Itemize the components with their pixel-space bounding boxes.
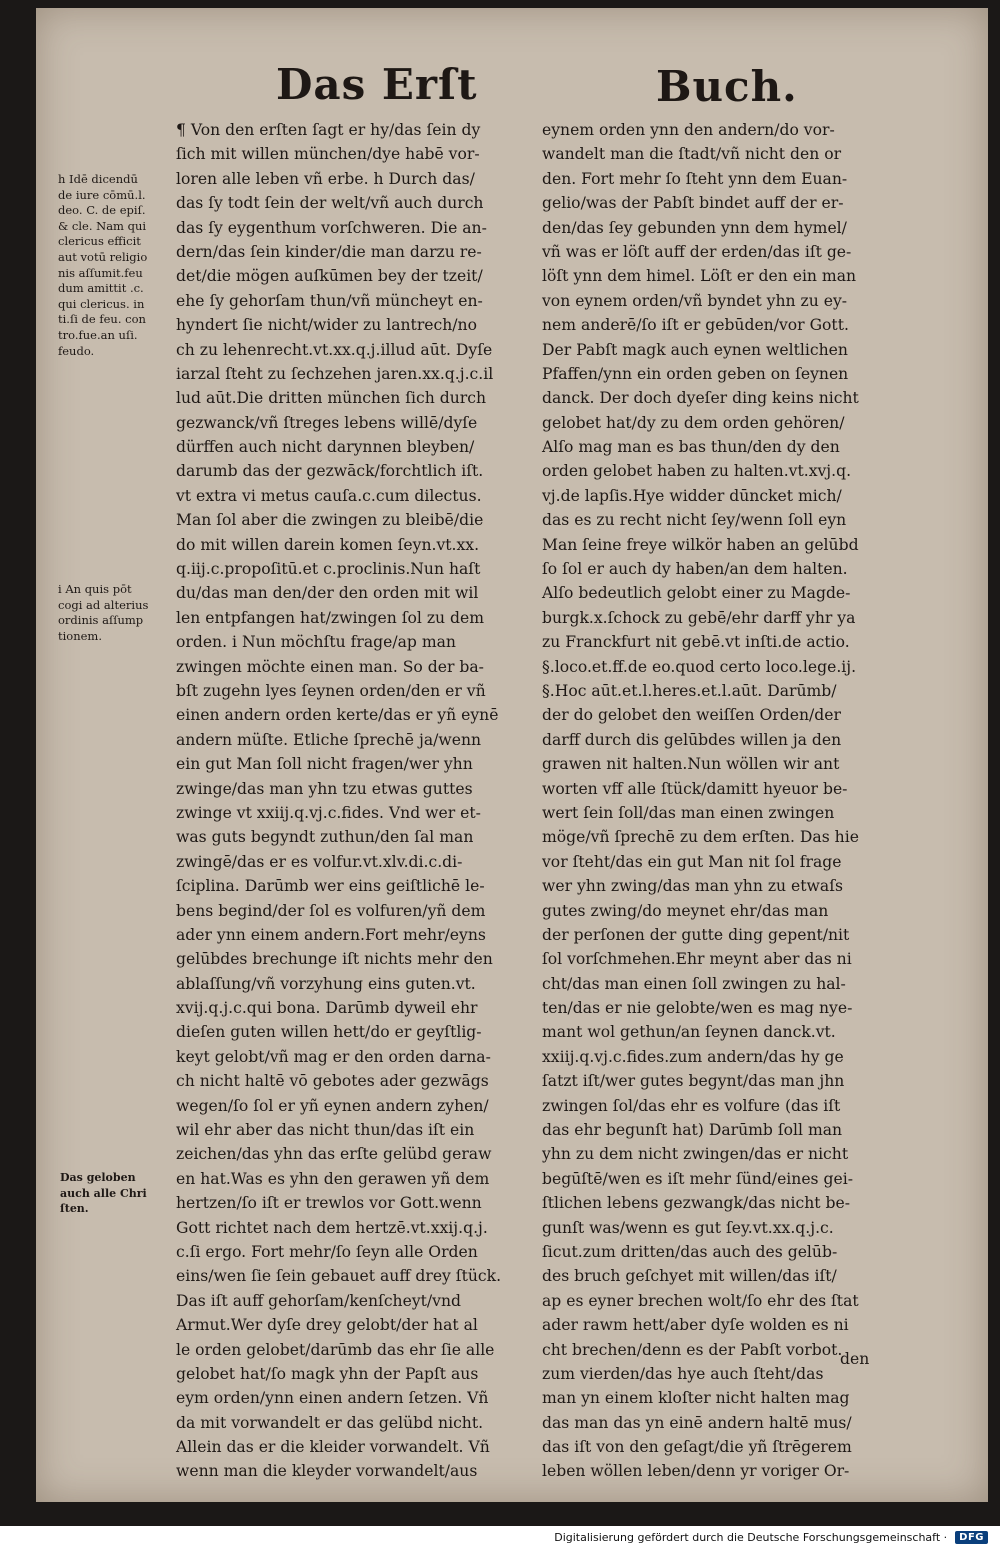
text-line: darumb das der gezwāck/forchtlich iſt. xyxy=(176,462,484,481)
text-line: einen andern orden kerte/das er yñ eynē xyxy=(176,706,499,725)
margin-note-line: de iure cōmū.l. xyxy=(58,187,146,202)
footer-bar xyxy=(0,1526,1000,1549)
text-line: mant wol gethun/an ſeynen danck.vt. xyxy=(542,1023,836,1042)
text-line: man yn einem kloſter nicht halten mag xyxy=(542,1389,850,1408)
margin-note-line: ſten. xyxy=(60,1202,89,1216)
text-line: Der Pabſt magk auch eynen weltlichen xyxy=(542,340,848,359)
text-line: des bruch geſchyet mit willen/das iſt/ xyxy=(542,1267,837,1286)
text-line: wer yhn zwing/das man yhn zu etwaſs xyxy=(542,877,843,896)
text-line: hertzen/ſo iſt er trewlos vor Gott.wenn xyxy=(176,1194,482,1213)
text-line: len entpfangen hat/zwingen ſol zu dem xyxy=(176,608,485,627)
margin-note-line: auch alle Chri xyxy=(60,1186,147,1200)
text-line: eynem orden ynn den andern/do vor- xyxy=(542,121,835,139)
text-line: ch zu lehenrecht.vt.xx.q.j.illud aūt. Dyſe xyxy=(176,340,493,359)
text-line: burgk.x.ſchock zu gebē/ehr darff yhr ya xyxy=(542,608,856,627)
margin-note-line: tionem. xyxy=(58,628,102,643)
margin-note-1 xyxy=(58,172,147,359)
text-line: ſol vorſchmehen.Ehr meynt aber das ni xyxy=(542,950,852,969)
text-line: eym orden/ynn einen andern ſetzen. Vñ xyxy=(176,1389,489,1408)
text-line: vj.de lapſis.Hye widder dūncket mich/ xyxy=(542,486,842,505)
text-line: wil ehr aber das nicht thun/das iſt ein xyxy=(176,1121,475,1140)
text-line: ſciplina. Darūmb wer eins geiſtlichē le- xyxy=(176,877,485,896)
text-line: wenn man die kleyder vorwandelt/aus xyxy=(176,1462,478,1481)
text-line: das man das yn einē andern haltē mus/ xyxy=(542,1413,852,1432)
text-line: leben wöllen leben/denn yr voriger Or- xyxy=(542,1462,850,1481)
text-line: den/das ſey gebunden ynn dem hymel/ xyxy=(542,218,847,237)
margin-note-line: deo. C. de epiſ. xyxy=(58,203,146,218)
text-line: gelio/was der Pabſt bindet auff der er- xyxy=(542,194,844,213)
page-header-right: Buch. xyxy=(656,62,798,111)
text-line: cht/das man einen ſoll zwingen zu hal- xyxy=(542,974,846,993)
text-line: wandelt man die ſtadt/vñ nicht den or xyxy=(542,145,842,164)
text-line: loren alle leben vñ erbe. h Durch das/ xyxy=(176,169,475,188)
text-line: yhn zu dem nicht zwingen/das er nicht xyxy=(542,1145,849,1164)
text-line: §.loco.et.ff.de eo.quod certo loco.lege.ij. xyxy=(542,657,857,676)
margin-note-line: aut votū religio xyxy=(58,249,148,264)
text-line: Alſo bedeutlich gelobt einer zu Magde- xyxy=(542,584,851,603)
text-line: zwingen möchte einen man. So der ba- xyxy=(176,657,484,676)
text-line: orden gelobet haben zu halten.vt.xvj.q. xyxy=(542,462,852,481)
text-line: vñ was er löſt auff der erden/das iſt ge- xyxy=(542,242,852,261)
text-line: das iſt von den geſagt/die yñ ſtrēgerem xyxy=(542,1438,852,1457)
text-line: Das iſt auff gehorſam/kenſcheyt/vnd xyxy=(176,1291,461,1310)
text-line: ap es eyner brechen wolt/ſo ehr des ſtat xyxy=(542,1291,859,1310)
text-line: cht brechen/denn es der Pabſt vorbot. xyxy=(542,1340,843,1359)
text-line: andern müſte. Etliche ſprechē ja/wenn xyxy=(176,730,482,749)
text-line: das ehr begunſt hat) Darūmb ſoll man xyxy=(542,1121,843,1140)
text-line: gelūbdes brechunge iſt nichts mehr den xyxy=(176,950,493,969)
text-line: le orden gelobet/darūmb das ehr ſie alle xyxy=(176,1340,495,1359)
text-line: det/die mögen auſkūmen bey der tzeit/ xyxy=(176,267,483,286)
margin-note-2 xyxy=(58,582,148,644)
margin-note-line: cogi ad alterius xyxy=(58,597,149,612)
text-line: q.iij.c.propoſitū.et c.proclinis.Nun haſt xyxy=(176,560,481,579)
text-line: Man ſeine freye wilkör haben an gelūbd xyxy=(542,535,859,554)
text-line: Gott richtet nach dem hertzē.vt.xxij.q.j. xyxy=(176,1218,488,1237)
text-line: dürffen auch nicht darynnen bleyben/ xyxy=(176,438,475,457)
text-line: ablaſſung/vñ vorzyhung eins guten.vt. xyxy=(176,974,476,993)
text-line: dieſen guten willen hett/do er geyſtlig- xyxy=(176,1023,482,1042)
margin-note-line: & cle. Nam qui xyxy=(58,218,147,233)
margin-note-line: i An quis pōt xyxy=(58,582,132,596)
margin-note-line: dum amittit .c. xyxy=(58,281,144,296)
text-line: grawen nit halten.Nun wöllen wir ant xyxy=(542,755,840,774)
text-line: was guts begyndt zuthun/den ſal man xyxy=(176,828,474,847)
text-line: danck. Der doch dyeſer ding keins nicht xyxy=(542,389,859,408)
text-line: zwingē/das er es volfur.vt.xlv.di.c.di- xyxy=(176,852,463,871)
text-line: ¶ Von den erſten ſagt er hy/das ſein dy xyxy=(176,121,481,139)
text-line: gelobet hat/dy zu dem orden gehören/ xyxy=(542,413,845,432)
text-line: zum vierden/das hye auch ſteht/das xyxy=(542,1364,824,1383)
catchword: den xyxy=(840,1350,870,1368)
text-line: Man ſol aber die zwingen zu bleibē/die xyxy=(176,511,484,530)
margin-note-line: h Idē dicendū xyxy=(58,172,138,186)
text-line: Pfaffen/ynn ein orden geben on ſeynen xyxy=(542,364,849,383)
margin-note-line: feudo. xyxy=(58,343,95,358)
margin-note-line: ordinis aſſump xyxy=(58,613,144,628)
text-line: ſich mit willen münchen/dye habē vor- xyxy=(176,145,480,164)
text-column-left xyxy=(176,118,528,1484)
text-line: das es zu recht nicht ſey/wenn ſoll eyn xyxy=(542,511,847,530)
text-line: du/das man den/der den orden mit wil xyxy=(176,584,479,603)
text-line: ſicut.zum dritten/das auch des gelūb- xyxy=(542,1242,838,1261)
margin-note-line: qui clericus. in xyxy=(58,296,145,311)
text-line: zu Franckfurt nit gebē.vt inſti.de actio. xyxy=(542,633,850,652)
dfg-logo: DFG xyxy=(955,1531,988,1544)
text-line: darff durch dis gelūbdes willen ja den xyxy=(542,730,842,749)
margin-note-line: clericus efficit xyxy=(58,234,141,249)
text-line: das ſy todt ſein der welt/vñ auch durch xyxy=(176,194,484,213)
text-line: der do gelobet den weiſſen Orden/der xyxy=(542,706,841,725)
text-line: eins/wen ſie ſein gebauet auff drey ſtück. xyxy=(176,1267,502,1286)
text-line: nem anderē/ſo iſt er gebūden/vor Gott. xyxy=(542,316,849,335)
text-line: do mit willen darein komen ſeyn.vt.xx. xyxy=(176,535,480,554)
text-line: zeichen/das yhn das erſte gelübd geraw xyxy=(176,1145,492,1164)
text-line: ten/das er nie gelobte/wen es mag nye- xyxy=(542,999,853,1018)
text-line: xvij.q.j.c.qui bona. Darūmb dyweil ehr xyxy=(176,999,478,1018)
text-line: zwingen ſol/das ehr es volfure (das iſt xyxy=(542,1096,841,1115)
text-column-right xyxy=(542,118,887,1484)
text-line: wegen/ſo ſol er yñ eynen andern zyhen/ xyxy=(176,1096,489,1115)
text-line: worten vff alle ſtück/damitt hyeuor be- xyxy=(542,779,848,798)
text-line: lud aūt.Die dritten münchen ſich durch xyxy=(176,389,487,408)
text-line: Allein das er die kleider vorwandelt. Vñ xyxy=(176,1438,490,1457)
text-line: gutes zwing/do meynet ehr/das man xyxy=(542,901,829,920)
text-line: ader rawm hett/aber dyſe wolden es ni xyxy=(542,1316,849,1335)
text-line: der perſonen der gutte ding gepent/nit xyxy=(542,925,850,944)
text-line: gelobet hat/ſo magk yhn der Papſt aus xyxy=(176,1364,479,1383)
margin-note-line: nis aſſumit.feu xyxy=(58,265,143,280)
text-line: löſt ynn dem himel. Löſt er den ein man xyxy=(542,267,857,286)
text-line: bſt zugehn lyes ſeynen orden/den er vñ xyxy=(176,681,486,700)
text-line: Alſo mag man es bas thun/den dy den xyxy=(542,438,840,457)
margin-note-line: tro.fue.an uſi. xyxy=(58,327,138,342)
text-line: xxiij.q.vj.c.fides.zum andern/das hy ge xyxy=(542,1047,844,1066)
text-line: gezwanck/vñ ſtreges lebens willē/dyſe xyxy=(176,413,478,432)
text-line: ſatzt iſt/wer gutes begynt/das man jhn xyxy=(542,1072,845,1091)
margin-note-line: Das geloben xyxy=(60,1171,136,1184)
text-line: zwinge/das man yhn tzu etwas guttes xyxy=(176,779,473,798)
text-line: das ſy eygenthum vorſchweren. Die an- xyxy=(176,218,487,237)
footer-text: Digitalisierung gefördert durch die Deutsche Forschungsgemeinschaft · xyxy=(554,1531,948,1544)
margin-note-line: ti.ſi de feu. con xyxy=(58,312,146,327)
text-line: ein gut Man ſoll nicht fragen/wer yhn xyxy=(176,755,473,774)
text-line: begūſtē/wen es iſt mehr ſünd/eines gei- xyxy=(542,1169,853,1188)
text-line: dern/das ſein kinder/die man darzu re- xyxy=(176,242,482,261)
text-line: orden. i Nun möchſtu frage/ap man xyxy=(176,633,456,652)
text-line: den. Fort mehr ſo ſteht ynn dem Euan- xyxy=(542,169,848,188)
text-line: en hat.Was es yhn den gerawen yñ dem xyxy=(176,1169,490,1188)
text-line: von eynem orden/vñ byndet yhn zu ey- xyxy=(542,291,848,310)
text-line: wert ſein ſoll/das man einen zwingen xyxy=(542,803,835,822)
text-line: zwinge vt xxiij.q.vj.c.fides. Vnd wer et- xyxy=(176,803,481,822)
text-line: hyndert ſie nicht/wider zu lantrech/no xyxy=(176,316,477,335)
text-line: ſtlichen lebens gezwangk/das nicht be- xyxy=(542,1194,850,1213)
text-line: gunſt was/wenn es gut ſey.vt.xx.q.j.c. xyxy=(542,1218,834,1237)
margin-note-3 xyxy=(60,1170,147,1217)
text-line: ch nicht haltē vō gebotes ader gezwāgs xyxy=(176,1072,489,1091)
text-line: c.ſi ergo. Fort mehr/ſo ſeyn alle Orden xyxy=(176,1242,478,1261)
text-line: möge/vñ ſprechē zu dem erſten. Das hie xyxy=(542,828,859,847)
text-line: da mit vorwandelt er das gelübd nicht. xyxy=(176,1413,484,1432)
text-line: ader ynn einem andern.Fort mehr/eyns xyxy=(176,925,486,944)
text-line: ſo ſol er auch dy haben/an dem halten. xyxy=(542,560,848,579)
text-line: bens begind/der ſol es volfuren/yñ dem xyxy=(176,901,486,920)
text-line: ehe ſy gehorſam thun/vñ müncheyt en- xyxy=(176,291,483,310)
page-header-left: Das Erſt xyxy=(276,60,478,109)
text-line: vor ſteht/das ein gut Man nit ſol frage xyxy=(542,852,842,871)
text-line: vt extra vi metus cauſa.c.cum dilectus. xyxy=(176,486,482,505)
text-line: §.Hoc aūt.et.l.heres.et.l.aūt. Darūmb/ xyxy=(542,681,837,700)
text-line: iarzal ſteht zu ſechzehen jaren.xx.q.j.c.il xyxy=(176,364,494,383)
text-line: Armut.Wer dyſe drey gelobt/der hat al xyxy=(176,1316,478,1335)
text-line: keyt gelobt/vñ mag er den orden darna- xyxy=(176,1047,491,1066)
